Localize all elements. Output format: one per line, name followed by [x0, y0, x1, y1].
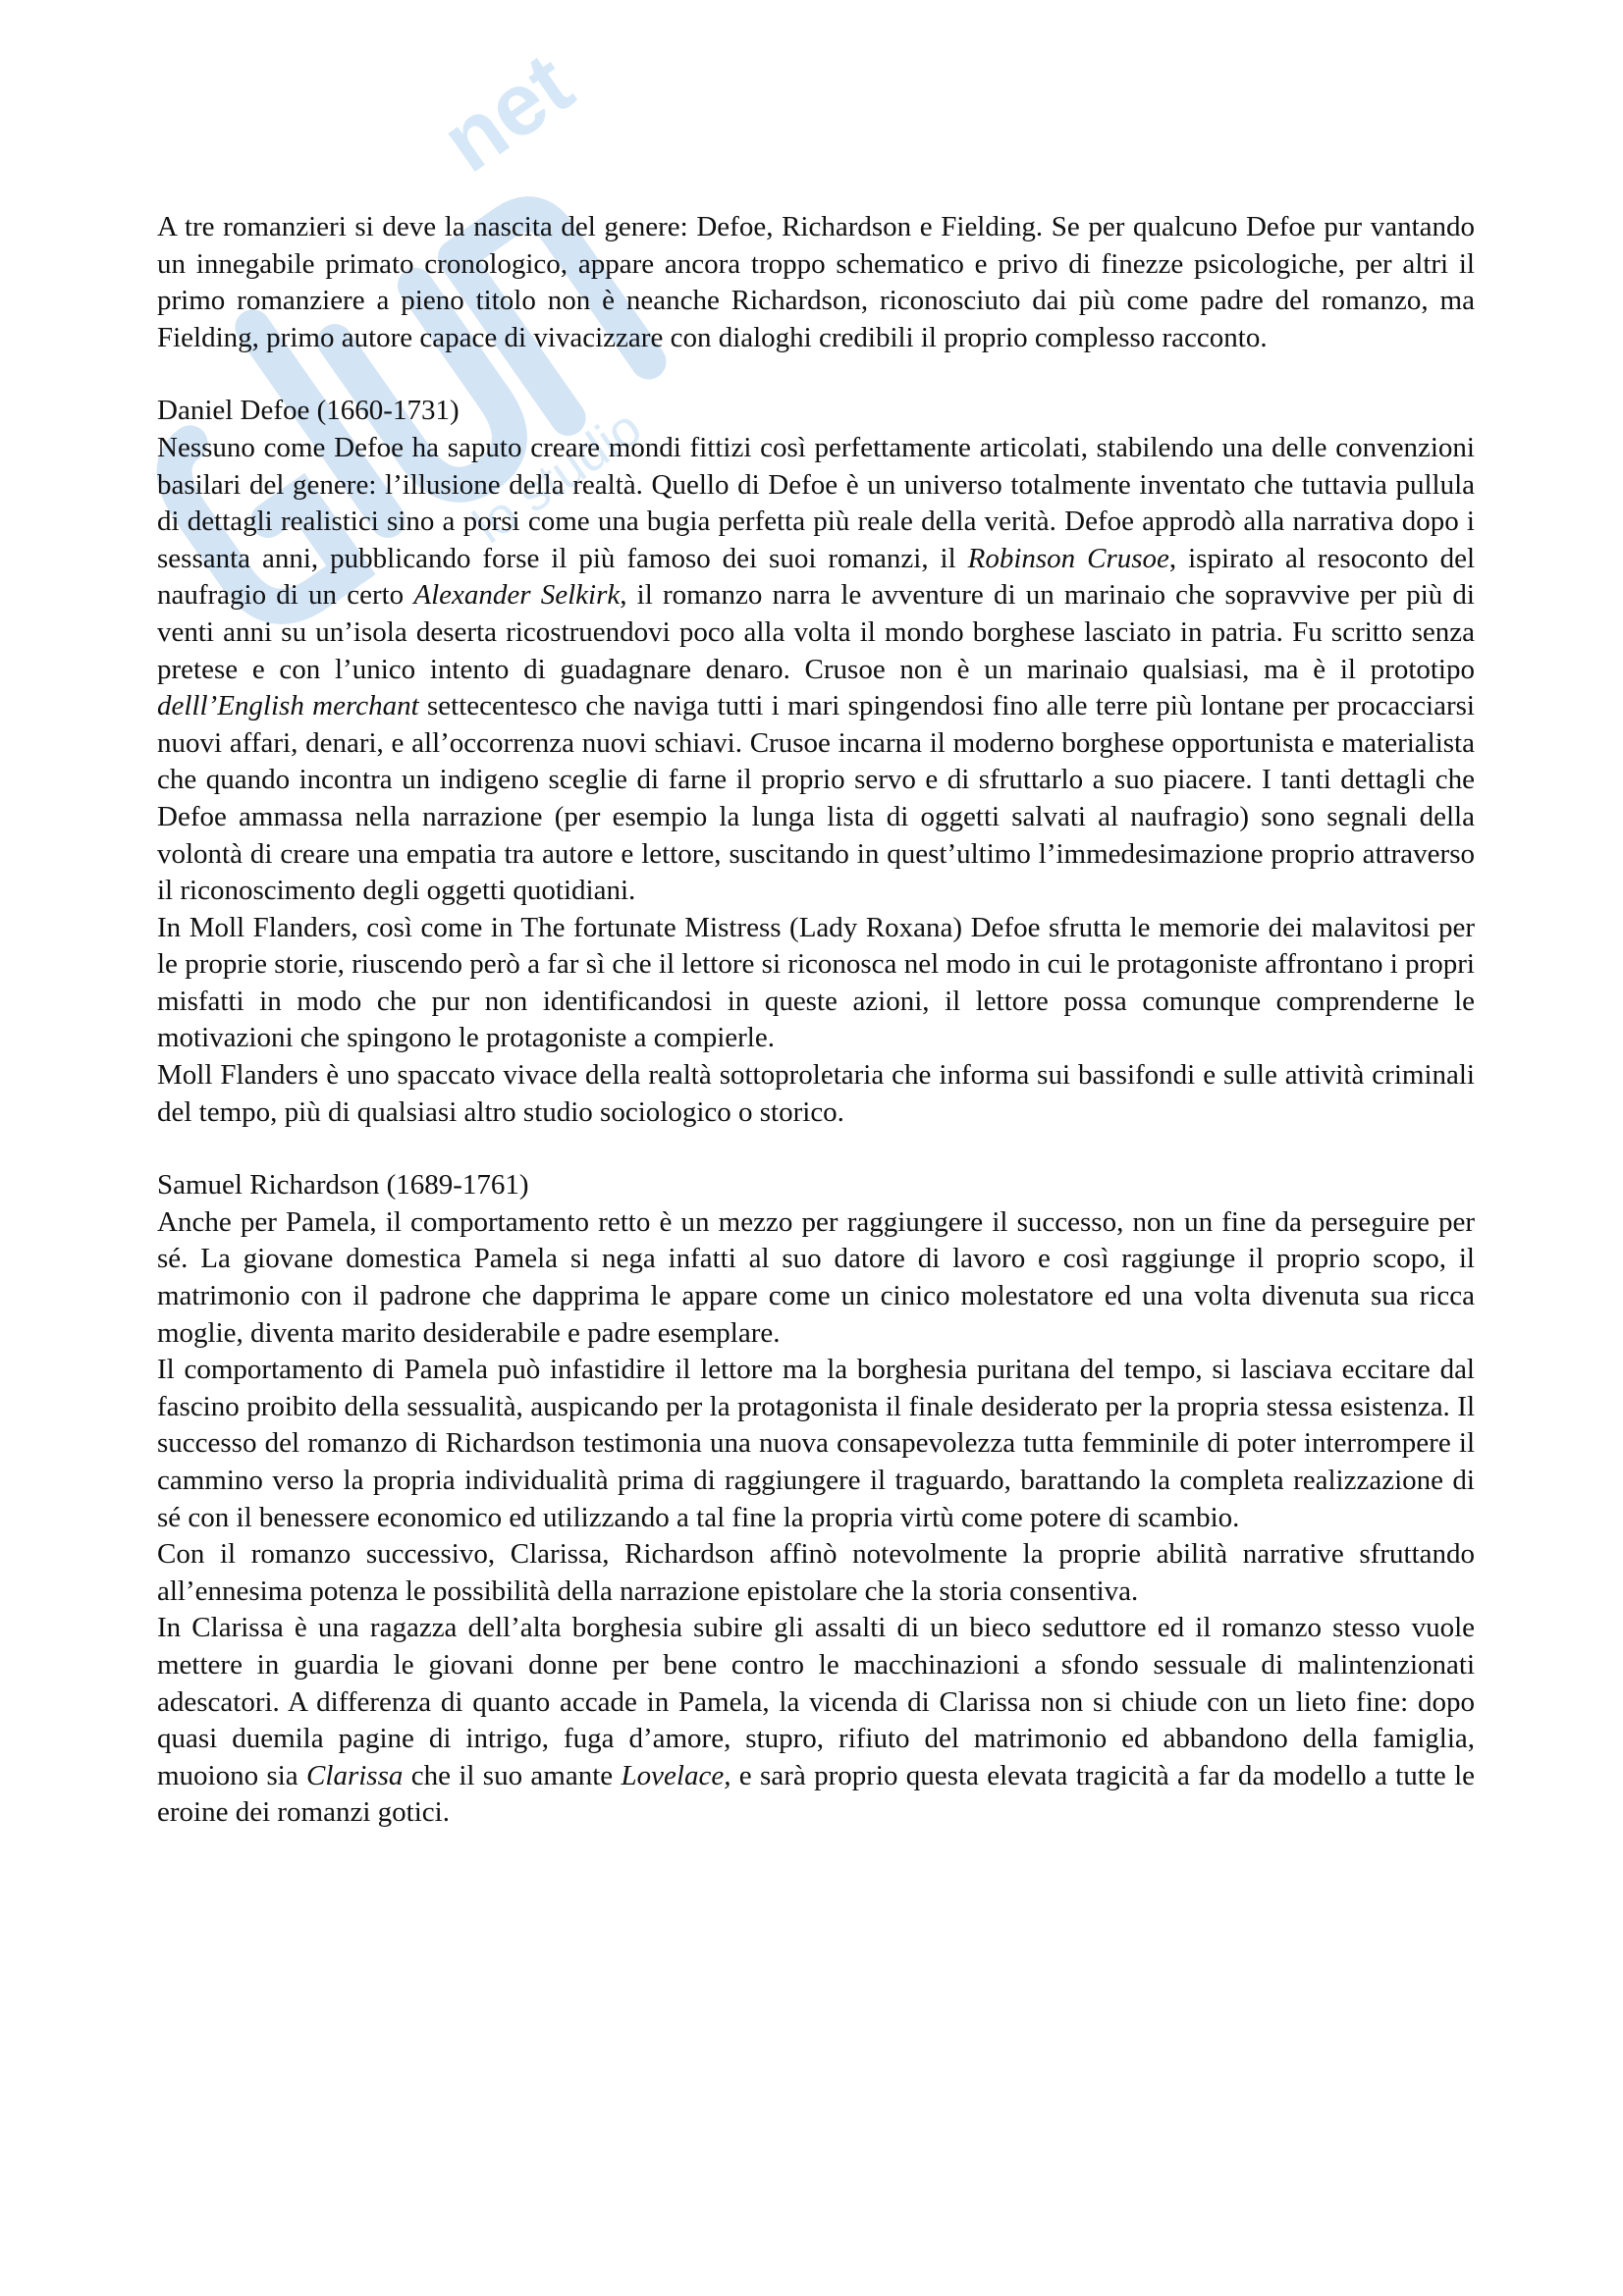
richardson-heading: Samuel Richardson (1689-1761)	[157, 1169, 529, 1201]
text-run: , ispirato al resoconto del naufragio di un certo	[157, 542, 1476, 612]
italic-name-selkirk: Alexander Selkirk	[413, 579, 621, 612]
italic-name-clarissa: Clarissa	[306, 1759, 404, 1791]
watermark-tagline: lo studio	[462, 399, 652, 556]
italic-title-robinson: Robinson Crusoe	[967, 542, 1169, 574]
italic-english-merchant: delll’English merchant	[157, 690, 419, 722]
document-page	[157, 209, 1475, 1832]
richardson-paragraph-4	[157, 1610, 1475, 1832]
italic-name-lovelace: Lovelace,	[621, 1759, 731, 1791]
defoe-paragraph-1	[157, 430, 1475, 910]
text-run: In Clarissa è una ragazza dell’alta borghesia subire gli assalti di un bieco seduttore ed il romanzo stesso vuole mettere in guardia le giovani donne per bene contro le macchinazioni a sfondo sessuale di malintenzionati adescatori. A differenza di quanto accade in Pamela, la vicenda di Clarissa non si chiude con un lieto fine: dopo quasi duemila pagine di intrigo, fuga d’amore, stupro, rifiuto del matrimonio ed abbandono della famiglia, muoiono sia	[157, 1612, 1475, 1791]
text-run: settecentesco che naviga tutti i mari spingendosi fino alle terre più lontane per procacciarsi nuovi affari, denari, e all’occorrenza nuovi schiavi. Crusoe incarna il moderno borghese opportunista e materialista che quando incontra un indigeno sceglie di farne il proprio servo e di sfruttarlo a suo piacere. I tanti dettagli che Defoe ammassa nella narrazione (per esempio la lunga lista di oggetti salvati al naufragio) sono segnali della volontà di creare una empatia tra autore e lettore, suscitando in quest’ultimo l’immedesimazione proprio attraverso il riconoscimento degli oggetti quotidiani.	[157, 690, 1475, 907]
text-run: Nessuno come Defoe ha saputo creare mondi fittizi così perfettamente articolati, stabilendo una delle convenzioni basilari del genere: l’illusione della realtà. Quello di Defoe è un universo totalmente inventato che tuttavia pullula di dettagli realistici sino a porsi come una bugia perfetta più reale della verità. Defoe approdò alla narrativa dopo i sessanta anni, pubblicando forse il più famoso dei suoi romanzi, il	[157, 431, 1475, 574]
richardson-paragraph-1: Anche per Pamela, il comportamento retto è un mezzo per raggiungere il successo, non un fine da perseguire per sé. La giovane domestica Pamela si nega infatti al suo datore di lavoro e così raggiunge il proprio scopo, il matrimonio con il padrone che dapprima le appare come un cinico molestatore ed una volta divenuta sua ricca moglie, diventa marito desiderabile e padre esemplare.	[157, 1205, 1475, 1349]
defoe-paragraph-2: In Moll Flanders, così come in The fortunate Mistress (Lady Roxana) Defoe sfrutta le memorie dei malavitosi per le proprie storie, riuscendo però a far sì che il lettore si riconosca nel modo in cui le protagoniste affrontano i propri misfatti in modo che pur non identificandosi in queste azioni, il lettore possa comunque comprenderne le motivazioni che spingono le protagoniste a compierle.	[157, 911, 1475, 1054]
text-run: , il romanzo narra le avventure di un marinaio che sopravvive per più di venti anni su un’isola deserta ricostruendovi poco alla volta il mondo borghese lasciato in patria. Fu scritto senza pretese e con l’unico intento di guadagnare denaro. Crusoe non è un marinaio qualsiasi, ma è il prototipo	[157, 579, 1475, 685]
text-run: e sarà proprio questa elevata tragicità a far da modello a tutte le eroine dei romanzi gotici.	[157, 1759, 1475, 1829]
richardson-paragraph-2: Il comportamento di Pamela può infastidire il lettore ma la borghesia puritana del tempo, si lasciava eccitare dal fascino proibito della sessualità, auspicando per la protagonista il finale desiderato per la propria stessa esistenza. Il successo del romanzo di Richardson testimonia una nuova consapevolezza tutta femminile di poter interrompere il cammino verso la propria individualità prima di raggiungere il traguardo, barattando la completa realizzazione di sé con il benessere economico ed utilizzando a tal fine la propria virtù come potere di scambio.	[157, 1354, 1475, 1533]
defoe-paragraph-3: Moll Flanders è uno spaccato vivace della realtà sottoproletaria che informa sui bassifondi e sulle attività criminali del tempo, più di qualsiasi altro studio sociologico o storico.	[157, 1059, 1475, 1128]
richardson-paragraph-3: Con il romanzo successivo, Clarissa, Richardson affinò notevolmente la proprie abilità narrative sfruttando all’ennesima potenza le possibilità della narrazione epistolare che la storia consentiva.	[157, 1538, 1475, 1607]
watermark-brand: net	[424, 34, 590, 191]
intro-paragraph: A tre romanzieri si deve la nascita del genere: Defoe, Richardson e Fielding. Se per qualcuno Defoe pur vantando un innegabile primato cronologico, appare ancora troppo schematico e privo di finezze psicologiche, per altri il primo romanziere a pieno titolo non è neanche Richardson, riconosciuto dai più come padre del romanzo, ma Fielding, primo autore capace di vivacizzare con dialoghi credibili il proprio complesso racconto.	[157, 211, 1475, 353]
text-run: che il suo amante	[403, 1759, 622, 1791]
defoe-heading: Daniel Defoe (1660-1731)	[157, 395, 460, 427]
